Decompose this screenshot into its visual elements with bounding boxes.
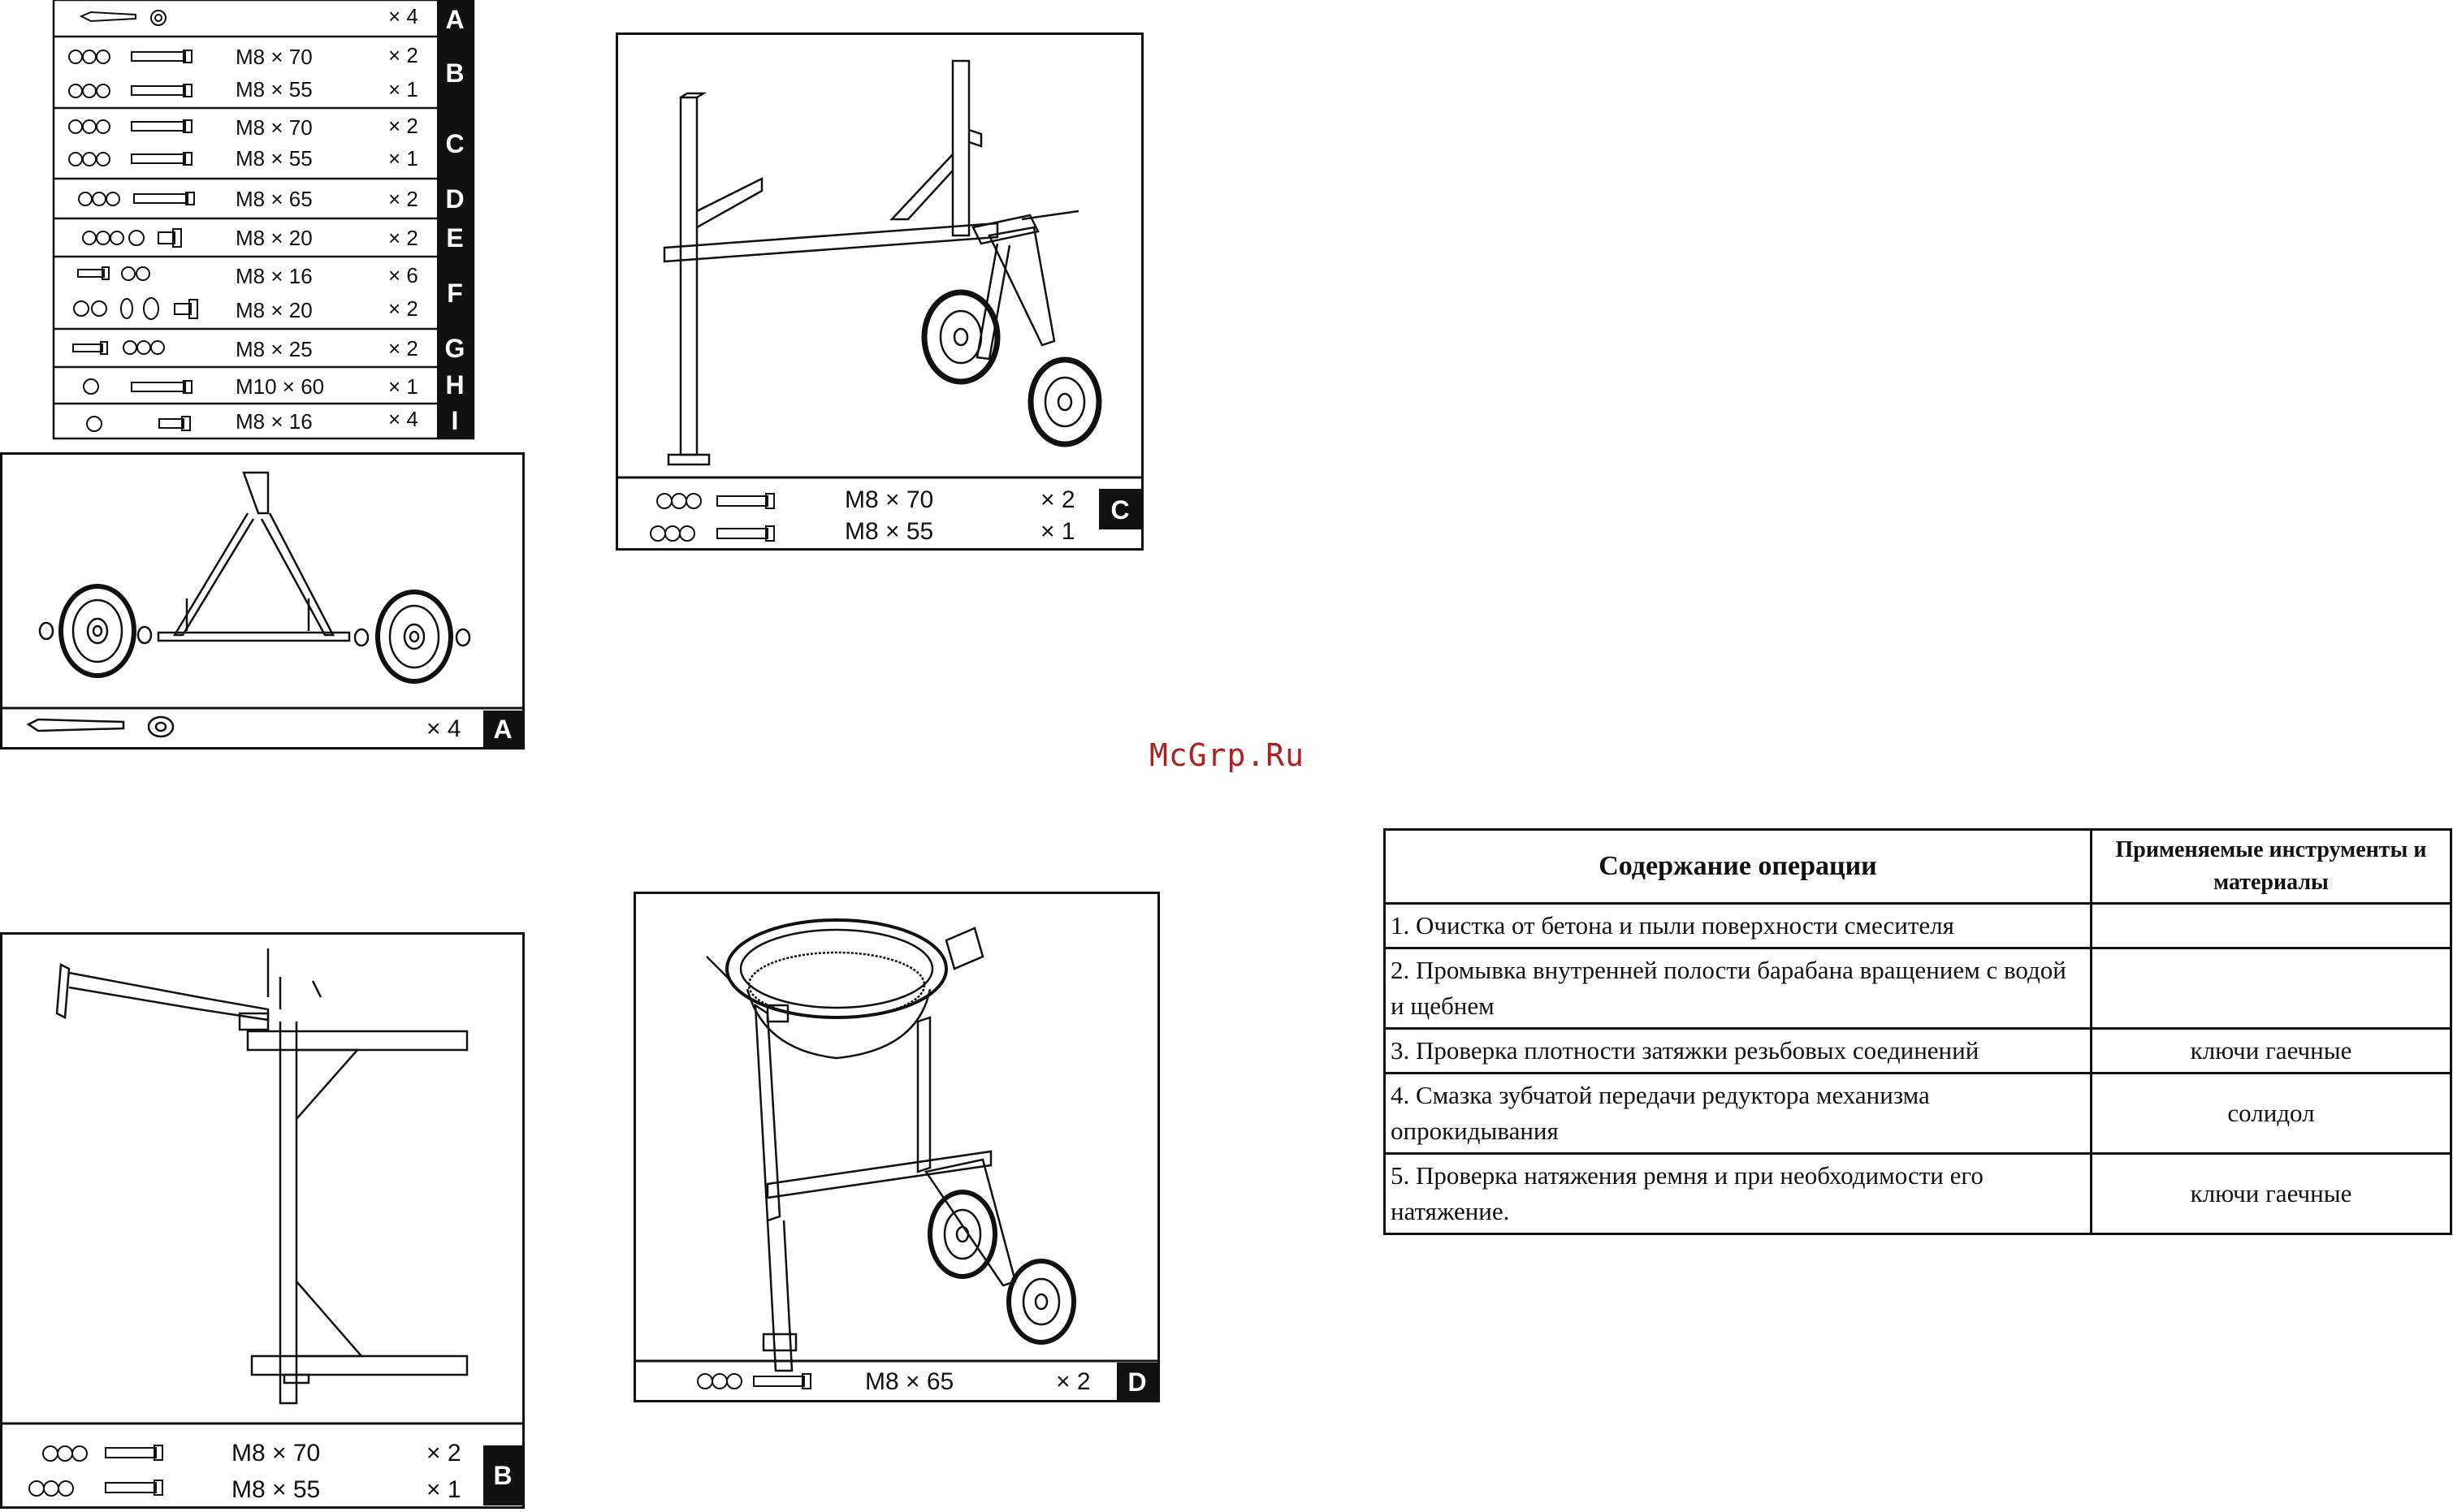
- stand-drawing: [664, 61, 1099, 464]
- frame-drawing: [57, 948, 467, 1403]
- parts-size: M8 × 25: [236, 337, 313, 361]
- tool-cell: [2092, 948, 2451, 1029]
- parts-size: M8 × 70: [236, 45, 313, 69]
- panel-d-badge: D: [1127, 1367, 1147, 1397]
- parts-qty: × 2: [388, 43, 418, 67]
- header-tools: Применяемые инструменты и материалы: [2092, 830, 2451, 904]
- tool-cell: ключи гаечные: [2092, 1029, 2451, 1074]
- table-row: [1385, 1074, 2451, 1154]
- panel-c-size: M8 × 55: [845, 518, 934, 545]
- badge-a: A: [445, 5, 465, 34]
- badge-g: G: [444, 334, 465, 363]
- panel-d-qty: × 2: [1056, 1368, 1091, 1395]
- wheel-axle-drawing: [28, 473, 469, 737]
- badge-b: B: [445, 58, 465, 88]
- parts-qty: × 4: [388, 407, 418, 431]
- parts-size: M8 × 55: [236, 146, 313, 171]
- operation-cell: 3. Проверка плотности затяжки резьбовых соединений: [1385, 1029, 2092, 1074]
- parts-qty: × 2: [388, 114, 418, 138]
- badge-d: D: [445, 184, 465, 214]
- badge-c: C: [445, 129, 465, 158]
- tool-cell: ключи гаечные: [2092, 1154, 2451, 1234]
- parts-qty: × 2: [388, 296, 418, 321]
- parts-size: M8 × 16: [236, 409, 313, 434]
- header-operation: Содержание операции: [1385, 830, 2092, 904]
- table-row: [1385, 1029, 2451, 1074]
- panel-b-qty: × 1: [426, 1476, 461, 1503]
- badge-i: I: [451, 406, 459, 435]
- parts-size: M8 × 20: [236, 226, 313, 250]
- panel-b-size: M8 × 55: [231, 1476, 321, 1503]
- parts-size: M8 × 16: [236, 264, 313, 288]
- panel-c-size: M8 × 70: [845, 486, 934, 513]
- panel-c: [616, 32, 1145, 552]
- panel-b-badge: B: [493, 1461, 513, 1490]
- badge-f: F: [447, 279, 463, 308]
- panel-b-qty: × 2: [426, 1440, 461, 1467]
- badge-e: E: [446, 223, 464, 253]
- hardware-icons: [69, 11, 197, 431]
- parts-size: M8 × 55: [236, 77, 313, 102]
- panel-c-hardware: [651, 494, 774, 541]
- table-row: [1385, 1154, 2451, 1234]
- parts-size: M10 × 60: [236, 374, 325, 399]
- parts-qty: × 1: [388, 77, 418, 102]
- panel-d: [634, 892, 1162, 1405]
- tool-cell: солидол: [2092, 1074, 2451, 1154]
- operation-cell: 1. Очистка от бетона и пыли поверхности смесителя: [1385, 904, 2092, 948]
- operation-cell: 2. Промывка внутренней полости барабана вращением с водой и щебнем: [1385, 948, 2092, 1029]
- parts-qty: × 1: [388, 374, 418, 399]
- parts-qty: × 4: [388, 4, 418, 28]
- operation-cell: 4. Смазка зубчатой передачи редуктора механизма опрокидывания: [1385, 1074, 2092, 1154]
- table-row: [1385, 904, 2451, 948]
- operation-cell: 5. Проверка натяжения ремня и при необходимости его натяжение.: [1385, 1154, 2092, 1234]
- panel-d-size: M8 × 65: [865, 1368, 954, 1395]
- panel-a: [0, 452, 528, 751]
- parts-size: M8 × 20: [236, 298, 313, 322]
- panel-b: [0, 932, 528, 1510]
- maintenance-table: [1383, 828, 2452, 1235]
- parts-qty: × 2: [388, 226, 418, 250]
- watermark: McGrp.Ru: [1149, 737, 1305, 773]
- parts-size: M8 × 65: [236, 187, 313, 211]
- parts-qty: × 6: [388, 263, 418, 287]
- parts-qty: × 2: [388, 336, 418, 361]
- badge-h: H: [445, 370, 465, 400]
- panel-a-qty: × 4: [426, 715, 461, 742]
- table-header-row: [1385, 830, 2451, 904]
- panel-a-badge: A: [493, 715, 513, 744]
- panel-c-badge: C: [1110, 495, 1130, 525]
- panel-b-hardware: [29, 1445, 162, 1496]
- panel-c-qty: × 2: [1040, 486, 1075, 513]
- parts-table: [0, 0, 487, 443]
- parts-qty: × 2: [388, 187, 418, 211]
- panel-c-qty: × 1: [1040, 518, 1075, 545]
- table-row: [1385, 948, 2451, 1029]
- parts-size: M8 × 70: [236, 115, 313, 140]
- drum-drawing: [707, 920, 1074, 1371]
- parts-qty: × 1: [388, 146, 418, 171]
- panel-d-hardware: [698, 1374, 811, 1389]
- tool-cell: [2092, 904, 2451, 948]
- panel-b-size: M8 × 70: [231, 1440, 321, 1467]
